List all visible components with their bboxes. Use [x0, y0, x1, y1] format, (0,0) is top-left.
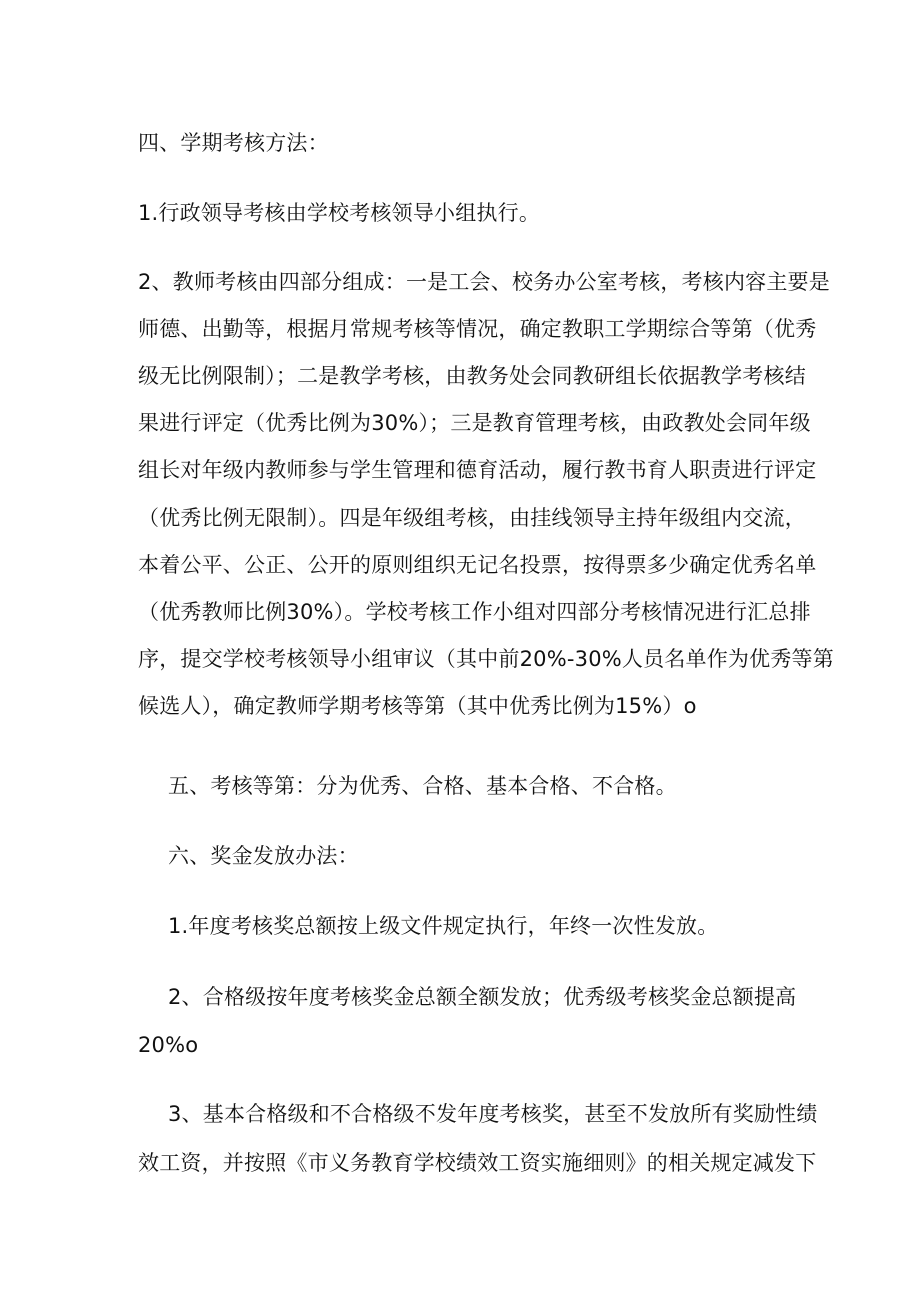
paragraph-line: 师德、出勤等，根据月常规考核等情况，确定教职工学期综合等第（优秀: [138, 317, 817, 341]
paragraph-line: 本着公平、公正、公开的原则组织无记名投票，按得票多少确定优秀名单: [138, 553, 817, 577]
section-4-item-1: 1.行政领导考核由学校考核领导小组执行。: [138, 201, 541, 225]
paragraph-line: 候选人），确定教师学期考核等第（其中优秀比例为15%）o: [138, 694, 697, 718]
paragraph-line: 2、合格级按年度考核奖金总额全额发放；优秀级考核奖金总额提高: [168, 985, 797, 1009]
paragraph-line: 2、教师考核由四部分组成：一是工会、校务办公室考核，考核内容主要是: [138, 270, 830, 294]
paragraph-line: 果进行评定（优秀比例为30%）；三是教育管理考核，由政教处会同年级: [138, 411, 811, 435]
section-6-heading: 六、奖金发放办法：: [168, 844, 359, 868]
paragraph-line: （优秀比例无限制）。四是年级组考核，由挂线领导主持年级组内交流，: [138, 506, 806, 530]
paragraph-line: （优秀教师比例30%）。学校考核工作小组对四部分考核情况进行汇总排: [138, 600, 811, 624]
section-5-heading: 五、考核等第：分为优秀、合格、基本合格、不合格。: [168, 774, 677, 798]
paragraph-line: 3、基本合格级和不合格级不发年度考核奖，甚至不发放所有奖励性绩: [168, 1102, 818, 1126]
paragraph-line: 效工资，并按照《市义务教育学校绩效工资实施细则》的相关规定减发下: [138, 1151, 817, 1175]
paragraph-line: 20%o: [138, 1033, 199, 1057]
paragraph-line: 级无比例限制）；二是教学考核，由教务处会同教研组长依据教学考核结: [138, 364, 806, 388]
paragraph-line: 组长对年级内教师参与学生管理和德育活动，履行教书育人职责进行评定: [138, 458, 817, 482]
section-6-item-1: 1.年度考核奖总额按上级文件规定执行，年终一次性发放。: [168, 914, 719, 938]
paragraph-line: 序，提交学校考核领导小组审议（其中前20%-30%人员名单作为优秀等第: [138, 647, 834, 671]
section-4-heading: 四、学期考核方法：: [138, 131, 329, 155]
